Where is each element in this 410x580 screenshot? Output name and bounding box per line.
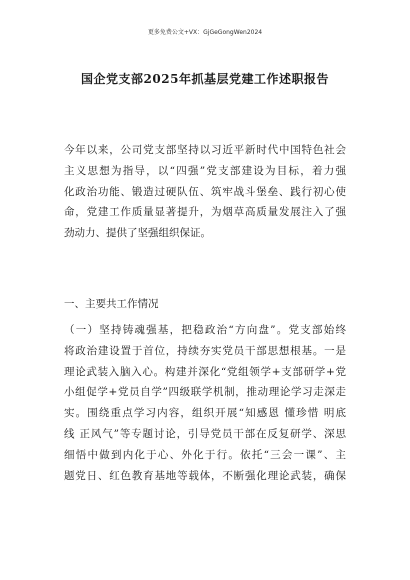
text-line: 主义思想为指导，以“四强”党支部建设为目标，着力强 xyxy=(64,164,346,177)
text-line: 细悟中做到内化于心、外化于行。依托“三会一课”、主 xyxy=(64,448,346,461)
text-line: 理论武装入脑入心。构建并深化“党组领学+支部研学+党 xyxy=(64,365,346,378)
text-line: 线 正风气”等专题讨论，引导党员干部在反复研学、深思 xyxy=(64,427,346,440)
document-title: 国企党支部2025年抓基层党建工作述职报告 xyxy=(81,72,329,86)
page-header: 更多免费公文+VX：GjGeGongWen2024 xyxy=(147,29,263,36)
text-line: 实。围绕重点学习内容，组织开展“知感恩 懂珍惜 明底 xyxy=(64,407,346,420)
text-line: 小组促学+党员自学”四级联学机制，推动理论学习走深走 xyxy=(64,386,346,399)
text-line: 今年以来，公司党支部坚持以习近平新时代中国特色社会 xyxy=(64,144,346,156)
intro-paragraph xyxy=(64,140,346,244)
section-paragraph xyxy=(64,320,346,486)
text-line: 题党日、红色教育基地等载体，不断强化理论武装，确保 xyxy=(64,469,346,482)
text-line: 化政治功能、锻造过硬队伍、筑牢战斗堡垒、践行初心使 xyxy=(64,185,346,198)
text-line: 劲动力、提供了坚强组织保证。 xyxy=(64,227,211,240)
text-line: 命，党建工作质量显著提升，为烟草高质量发展注入了强 xyxy=(64,206,346,219)
text-line: 将政治建设置于首位，持续夯实党员干部思想根基。一是 xyxy=(64,344,346,357)
text-line: （一）坚持铸魂强基，把稳政治“方向盘”。党支部始终 xyxy=(64,324,346,336)
section-heading: 一、主要共工作情况 xyxy=(64,298,159,310)
